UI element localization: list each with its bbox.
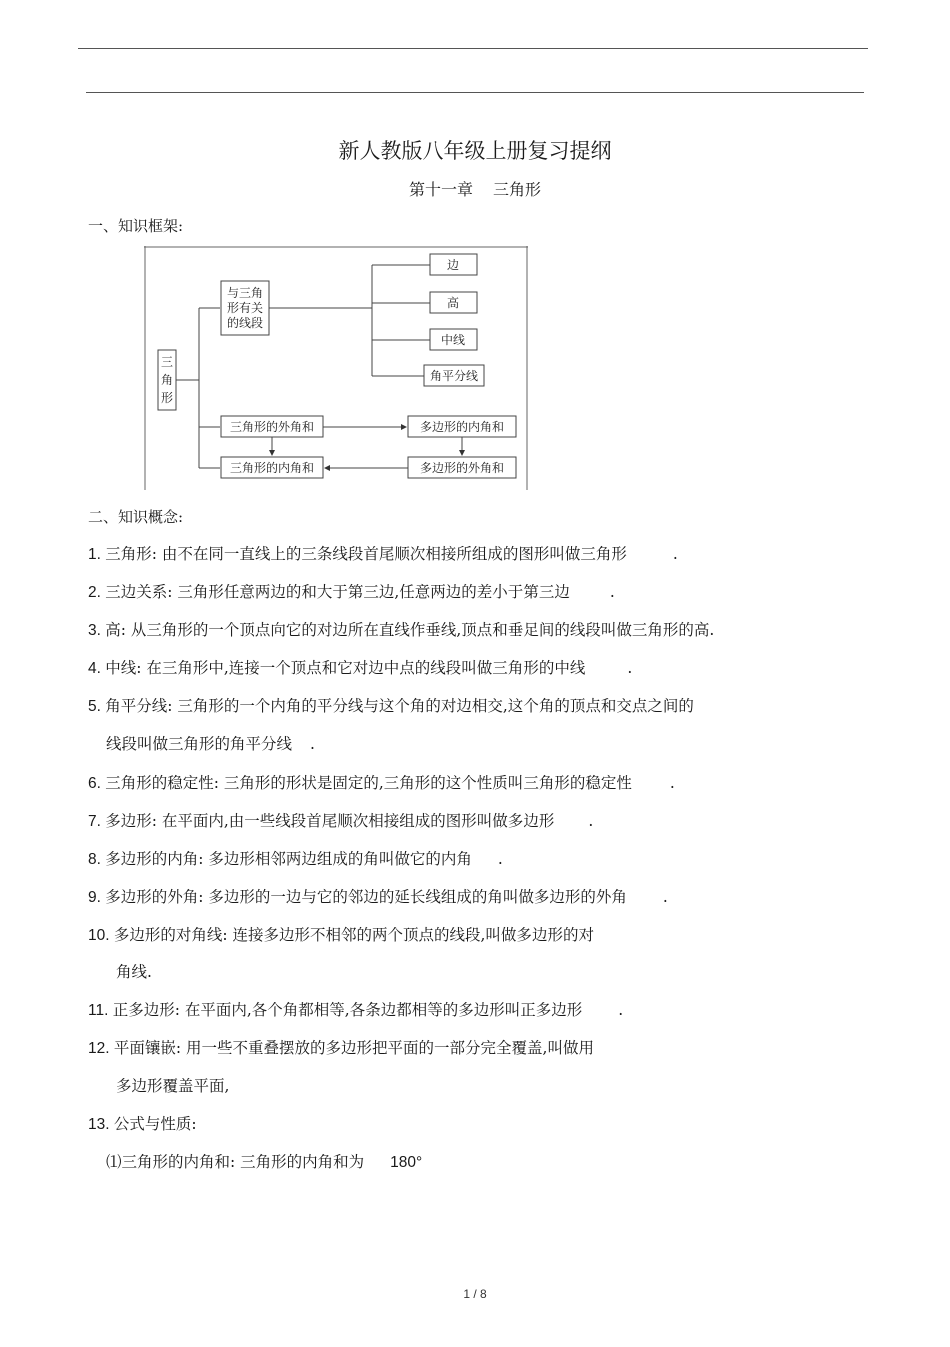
concept-item [88,620,714,641]
concept-end-mark: . [618,1001,624,1019]
concept-end-mark: . [310,735,315,753]
concept-continuation-text: 角线. [116,963,152,981]
concept-text: 角平分线: 三角形的一个内角的平分线与这个角的对边相交,这个角的顶点和交点之间的 [105,697,694,715]
concept-item [88,544,678,565]
concept-item [88,811,593,832]
concept-number: 11. [88,1002,113,1019]
concept-item [88,925,594,946]
segment-side-label: 边 [446,258,460,272]
poly-ext-label: 多边形的外角和 [419,461,505,475]
concept-item [88,887,668,908]
header-rule-top [78,48,868,49]
header-rule-bottom [86,92,864,93]
root-char-3: 形 [160,391,174,405]
concept-end-mark: . [669,774,675,792]
concept-item [88,773,675,794]
concept-text: 正多边形: 在平面内,各个角都相等,各条边都相等的多边形叫正多边形 [112,1001,583,1019]
chapter-title [0,177,950,200]
concept-text: 多边形: 在平面内,由一些线段首尾顺次相接组成的图形叫做多边形 [105,812,555,830]
concept-item [88,1038,594,1059]
concept-end-mark: . [672,545,678,563]
segment-box-bisector [424,365,484,386]
root-char-2: 角 [160,373,174,387]
concept-number: 12. [88,1040,114,1057]
segment-box-height [430,292,477,313]
concept-number: 6. [88,775,106,792]
section-heading-framework: 一、知识框架: [88,217,184,235]
diagram-root-box [158,350,176,410]
concept-text: 三边关系: 三角形任意两边的和大于第三边,任意两边的差小于第三边 [105,583,570,601]
concept-item [88,696,694,717]
poly-int-box [408,416,516,437]
concept-item [88,1000,623,1021]
concept-number: 13. [88,1116,114,1133]
concept-text: 平面镶嵌: 用一些不重叠摆放的多边形把平面的一部分完全覆盖,叫做用 [113,1039,594,1057]
poly-int-label: 多边形的内角和 [419,420,505,434]
concept-text: 多边形的内角: 多边形相邻两边组成的角叫做它的内角 [105,850,472,868]
concept-number: 10. [88,927,114,944]
ext-angle-label: 三角形的外角和 [229,420,315,434]
ext-angle-box [221,416,323,437]
concept-item [88,582,615,603]
concept-number: 2. [88,584,106,601]
concept-number: 5. [88,698,106,715]
concept-text: 高: 从三角形的一个顶点向它的对边所在直线作垂线,顶点和垂足间的线段叫做三角形的高. [105,621,715,639]
concept-end-mark: . [662,888,668,906]
concept-item [88,1114,197,1135]
document-title: 新人教版八年级上册复习提纲 [338,139,612,163]
concept-text: 三角形: 由不在同一直线上的三条线段首尾顺次相接所组成的图形叫做三角形 [105,545,627,563]
concept-number: 3. [88,622,106,639]
concept-item [88,849,503,870]
segment-median-label: 中线 [440,333,466,347]
concept-continuation-text: 多边形覆盖平面, [116,1077,230,1095]
int-angle-box [221,457,323,478]
concept-item [88,658,632,679]
concept-number: 7. [88,813,106,830]
concept-end-mark: . [627,659,633,677]
formula-label: ⑴三角形的内角和: 三角形的内角和为 [106,1153,365,1171]
segments-group-line-3: 的线段 [226,316,264,330]
segments-group-line-1: 与三角 [226,286,264,300]
chapter-number: 第十一章 [408,180,473,199]
segment-box-median [430,329,477,350]
segments-group-line-2: 形有关 [226,301,264,315]
concept-text: 多边形的外角: 多边形的一边与它的邻边的延长线组成的角叫做多边形的外角 [105,888,627,906]
int-angle-label: 三角形的内角和 [229,461,315,475]
root-char-1: 三 [160,355,174,369]
knowledge-framework-diagram [144,246,528,490]
formula-value: 180° [390,1154,423,1171]
concept-number: 4. [88,660,106,677]
segment-box-side [430,254,477,275]
chapter-name: 三角形 [493,180,542,199]
formula-interior-angle-sum [106,1152,422,1173]
poly-ext-box [408,457,516,478]
concept-text: 公式与性质: [113,1115,197,1133]
section-heading-concepts: 二、知识概念: [88,508,184,526]
segment-bisector-label: 角平分线 [429,369,479,383]
concept-text: 三角形的稳定性: 三角形的形状是固定的,三角形的这个性质叫三角形的稳定性 [105,774,632,792]
concept-end-mark: . [588,812,594,830]
concept-continuation [106,734,315,754]
segments-group-box [221,281,269,335]
concept-text: 多边形的对角线: 连接多边形不相邻的两个顶点的线段,叫做多边形的对 [113,926,594,944]
concept-number: 8. [88,851,106,868]
concept-continuation [116,962,152,982]
concept-continuation [116,1076,229,1096]
segment-height-label: 高 [446,296,460,310]
concept-number: 1. [88,546,106,563]
concept-number: 9. [88,889,106,906]
concept-end-mark: . [497,850,503,868]
page-number: 1 / 8 [463,1287,487,1301]
concept-continuation-text: 线段叫做三角形的角平分线 [106,735,293,753]
concept-text: 中线: 在三角形中,连接一个顶点和它对边中点的线段叫做三角形的中线 [105,659,586,677]
concept-end-mark: . [609,583,615,601]
